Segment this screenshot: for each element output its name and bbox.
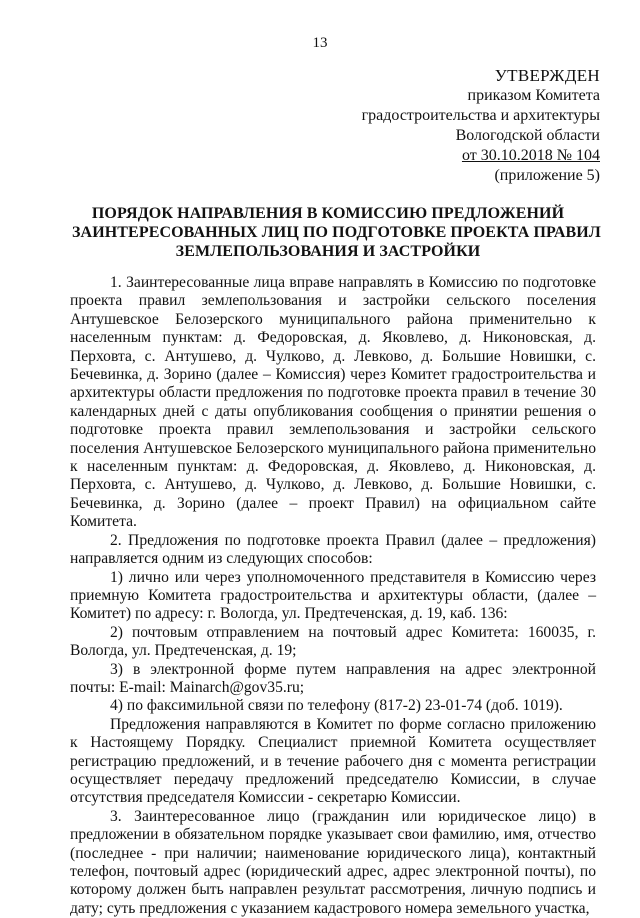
document-title xyxy=(72,204,601,261)
page-number: 13 xyxy=(312,35,328,51)
title-line-2: ЗАИНТЕРЕСОВАННЫХ ЛИЦ ПО ПОДГОТОВКЕ ПРОЕКТА ПРАВИЛ xyxy=(72,224,601,241)
paragraph-method-3: 3) в электронной форме путем направления на адрес электронной почты: E-mail: Mainarch@gov35.ru; xyxy=(70,660,596,696)
paragraph-2: 2. Предложения по подготовке проекта Правил (далее – предложения) направляется одним из следующих способов: xyxy=(70,531,596,568)
approval-appendix: (приложение 5) xyxy=(494,167,600,184)
paragraph-3: 3. Заинтересованное лицо (гражданин или юридическое лицо) в предложении в обязательном порядке указывает свои фамилию, имя, отчество (последнее - при наличии; наименование юридического лица), контактный телефон, почтовый адрес (юридический адрес, адрес электронной почты), по которому должен быть направлен результат рассмотрения, личную подпись и дату; суть предложения с указанием кадастрового номера земельного участка, xyxy=(70,807,596,917)
approval-line-2: градостроительства и архитектуры xyxy=(361,107,600,124)
paragraph-method-4: 4) по факсимильной связи по телефону (817-2) 23-01-74 (доб. 1019). xyxy=(110,697,563,715)
title-line-3: ЗЕМЛЕПОЛЬЗОВАНИЯ И ЗАСТРОЙКИ xyxy=(175,243,481,260)
approval-line-1: приказом Комитета xyxy=(467,87,600,104)
approval-date: от 30.10.2018 № 104 xyxy=(461,147,600,164)
approval-title: УТВЕРЖДЕН xyxy=(494,66,600,85)
paragraph-1: 1. Заинтересованные лица вправе направлять в Комиссию по подготовке проекта правил землепользования и застройки сельского поселения Антушевское Белозерского муниципального района применительно к населенным пунктам: д. Федоровская, д. Яковлево, д. Никоновская, д. Перховта, с. Антушево, д. Чулково, д. Левково, д. Большие Новишки, с. Бечевинка, д. Зорино (далее – Комиссия) через Комитет градостроительства и архитектуры области предложения по подготовке проекта правил в течение 30 календарных дней с даты опубликования сообщения о принятии решения о подготовке проекта правил землепользования и застройки сельского поселения Антушевское Белозерского муниципального района применительно к населенным пунктам: д. Федоровская, д. Яковлево, д. Никоновская, д. Перховта, с. Антушево, д. Чулково, д. Левково, д. Большие Новишки, с. Бечевинка, д. Зорино (далее – проект Правил) на официальном сайте Комитета. xyxy=(70,274,596,531)
title-line-1: ПОРЯДОК НАПРАВЛЕНИЯ В КОМИССИЮ ПРЕДЛОЖЕНИЙ xyxy=(91,205,565,222)
paragraph-method-2: 2) почтовым отправлением на почтовый адрес Комитета: 160035, г. Вологда, ул. Предтеченская, д. 19; xyxy=(70,623,596,660)
approval-block xyxy=(300,66,600,186)
paragraph-method-1: 1) лично или через уполномоченного представителя в Комиссию через приемную Комитета градостроительства и архитектуры области, (далее – Комитет) по адресу: г. Вологда, ул. Предтеченская, д. 19, каб. 136: xyxy=(70,568,596,623)
document-body xyxy=(70,274,596,918)
approval-line-3: Вологодской области xyxy=(455,127,600,144)
paragraph-registration: Предложения направляются в Комитет по форме согласно приложению к Настоящему Порядку. Специалист приемной Комитета осуществляет регистрацию предложений, и в течение рабочего дня с момента регистрации осуществляет передачу предложений председателю Комиссии, в случае отсутствия председателя Комиссии - секретарю Комиссии. xyxy=(70,715,596,807)
